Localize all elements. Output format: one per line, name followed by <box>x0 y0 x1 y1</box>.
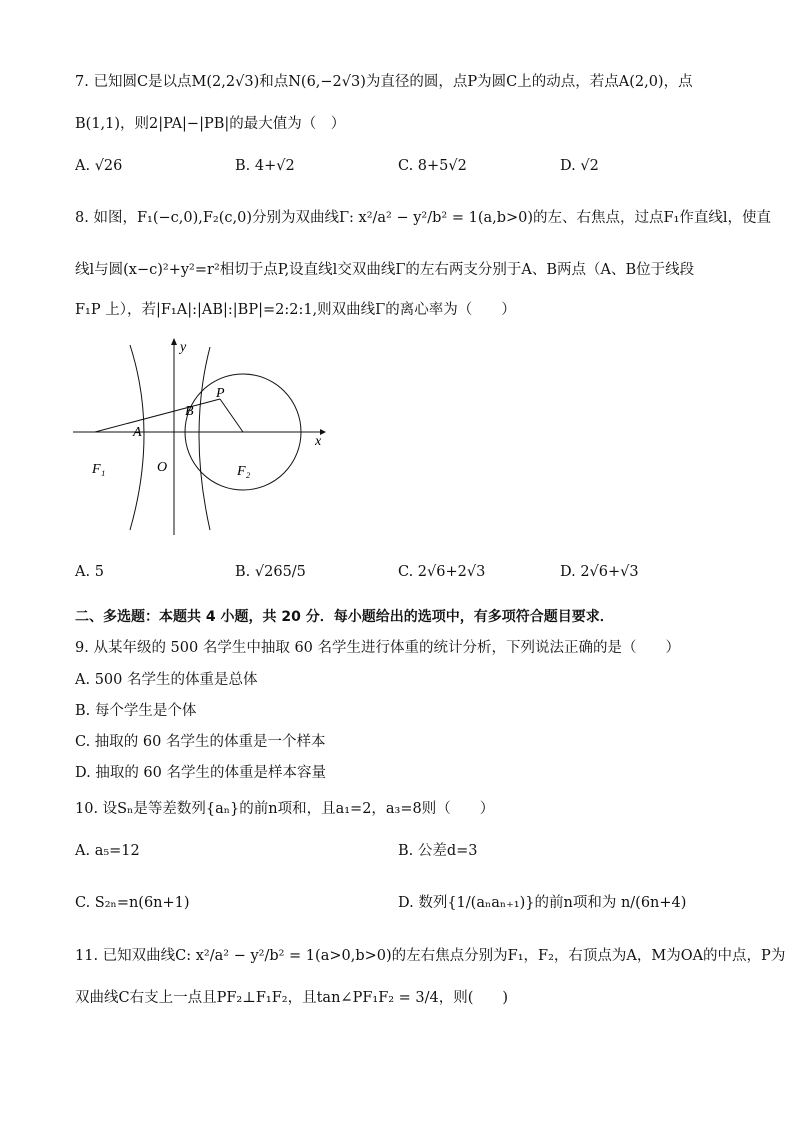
q8-option-c: C. 2√6+2√3 <box>398 564 486 580</box>
label-f1: F₁ <box>92 462 106 477</box>
q7-line2: B(1,1)，则2|PA|−|PB|的最大值为（ ） <box>75 116 346 132</box>
q9-option-b: B. 每个学生是个体 <box>75 703 197 719</box>
q7-line1: 7. 已知圆C是以点M(2,2√3)和点N(6,−2√3)为直径的圆，点P为圆C上的动点，若点A(2,0)，点 <box>75 74 693 90</box>
q7-option-b: B. 4+√2 <box>235 158 295 174</box>
label-b: B <box>185 404 194 419</box>
label-y: y <box>180 340 187 355</box>
q8-option-d: D. 2√6+√3 <box>560 564 639 580</box>
q8-line2: 线l与圆(x−c)²+y²=r²相切于点P,设直线l交双曲线Γ的左右两支分别于A、B两点（A、B位于线段 <box>75 262 695 278</box>
q7-option-c: C. 8+5√2 <box>398 158 467 174</box>
q7-option-d: D. √2 <box>560 158 599 174</box>
y-axis-arrow <box>171 338 177 345</box>
label-o: O <box>157 460 168 475</box>
q9-option-a: A. 500 名学生的体重是总体 <box>75 672 258 688</box>
q9-option-d: D. 抽取的 60 名学生的体重是样本容量 <box>75 765 326 781</box>
q10-option-d: D. 数列{1/(aₙaₙ₊₁)}的前n项和为 n/(6n+4) <box>398 895 687 911</box>
q10-option-a: A. a₅=12 <box>75 843 140 859</box>
section-2-heading: 二、多选题：本题共 4 小题，共 20 分．每小题给出的选项中，有多项符合题目要求． <box>75 609 614 625</box>
q9-option-c: C. 抽取的 60 名学生的体重是一个样本 <box>75 734 326 750</box>
label-a: A <box>133 425 142 440</box>
q7-option-a: A. √26 <box>75 158 123 174</box>
line-f1-p <box>95 399 220 432</box>
q11-line1: 11. 已知双曲线C: x²/a² − y²/b² = 1(a>0,b>0)的左右焦点分别为F₁，F₂，右顶点为A，M为OA的中点，P为 <box>75 948 786 964</box>
q8-line1: 8. 如图，F₁(−c,0),F₂(c,0)分别为双曲线Γ: x²/a² − y²/b² = 1(a,b>0)的左、右焦点，过点F₁作直线l，使直 <box>75 210 772 226</box>
q8-option-b: B. √265/5 <box>235 564 306 580</box>
q8-line3: F₁P 上），若|F₁A|:|AB|:|BP|=2:2:1,则双曲线Γ的离心率为（ ） <box>75 302 516 318</box>
label-x: x <box>315 434 322 449</box>
label-f2: F₂ <box>237 464 251 479</box>
q10-stem: 10. 设Sₙ是等差数列{aₙ}的前n项和，且a₁=2，a₃=8则（ ） <box>75 801 495 817</box>
radius-p-f2 <box>220 399 243 432</box>
q10-option-b: B. 公差d=3 <box>398 843 478 859</box>
q8-option-a: A. 5 <box>75 564 104 580</box>
hyperbola-right-branch <box>199 347 210 530</box>
hyperbola-figure <box>70 335 340 540</box>
q11-line2: 双曲线C右支上一点且PF₂⊥F₁F₂，且tan∠PF₁F₂ = 3/4，则( ) <box>75 990 509 1006</box>
q10-option-c: C. S₂ₙ=n(6n+1) <box>75 895 190 911</box>
q9-stem: 9. 从某年级的 500 名学生中抽取 60 名学生进行体重的统计分析，下列说法正确的是（ ） <box>75 640 681 656</box>
label-p: P <box>216 386 225 401</box>
